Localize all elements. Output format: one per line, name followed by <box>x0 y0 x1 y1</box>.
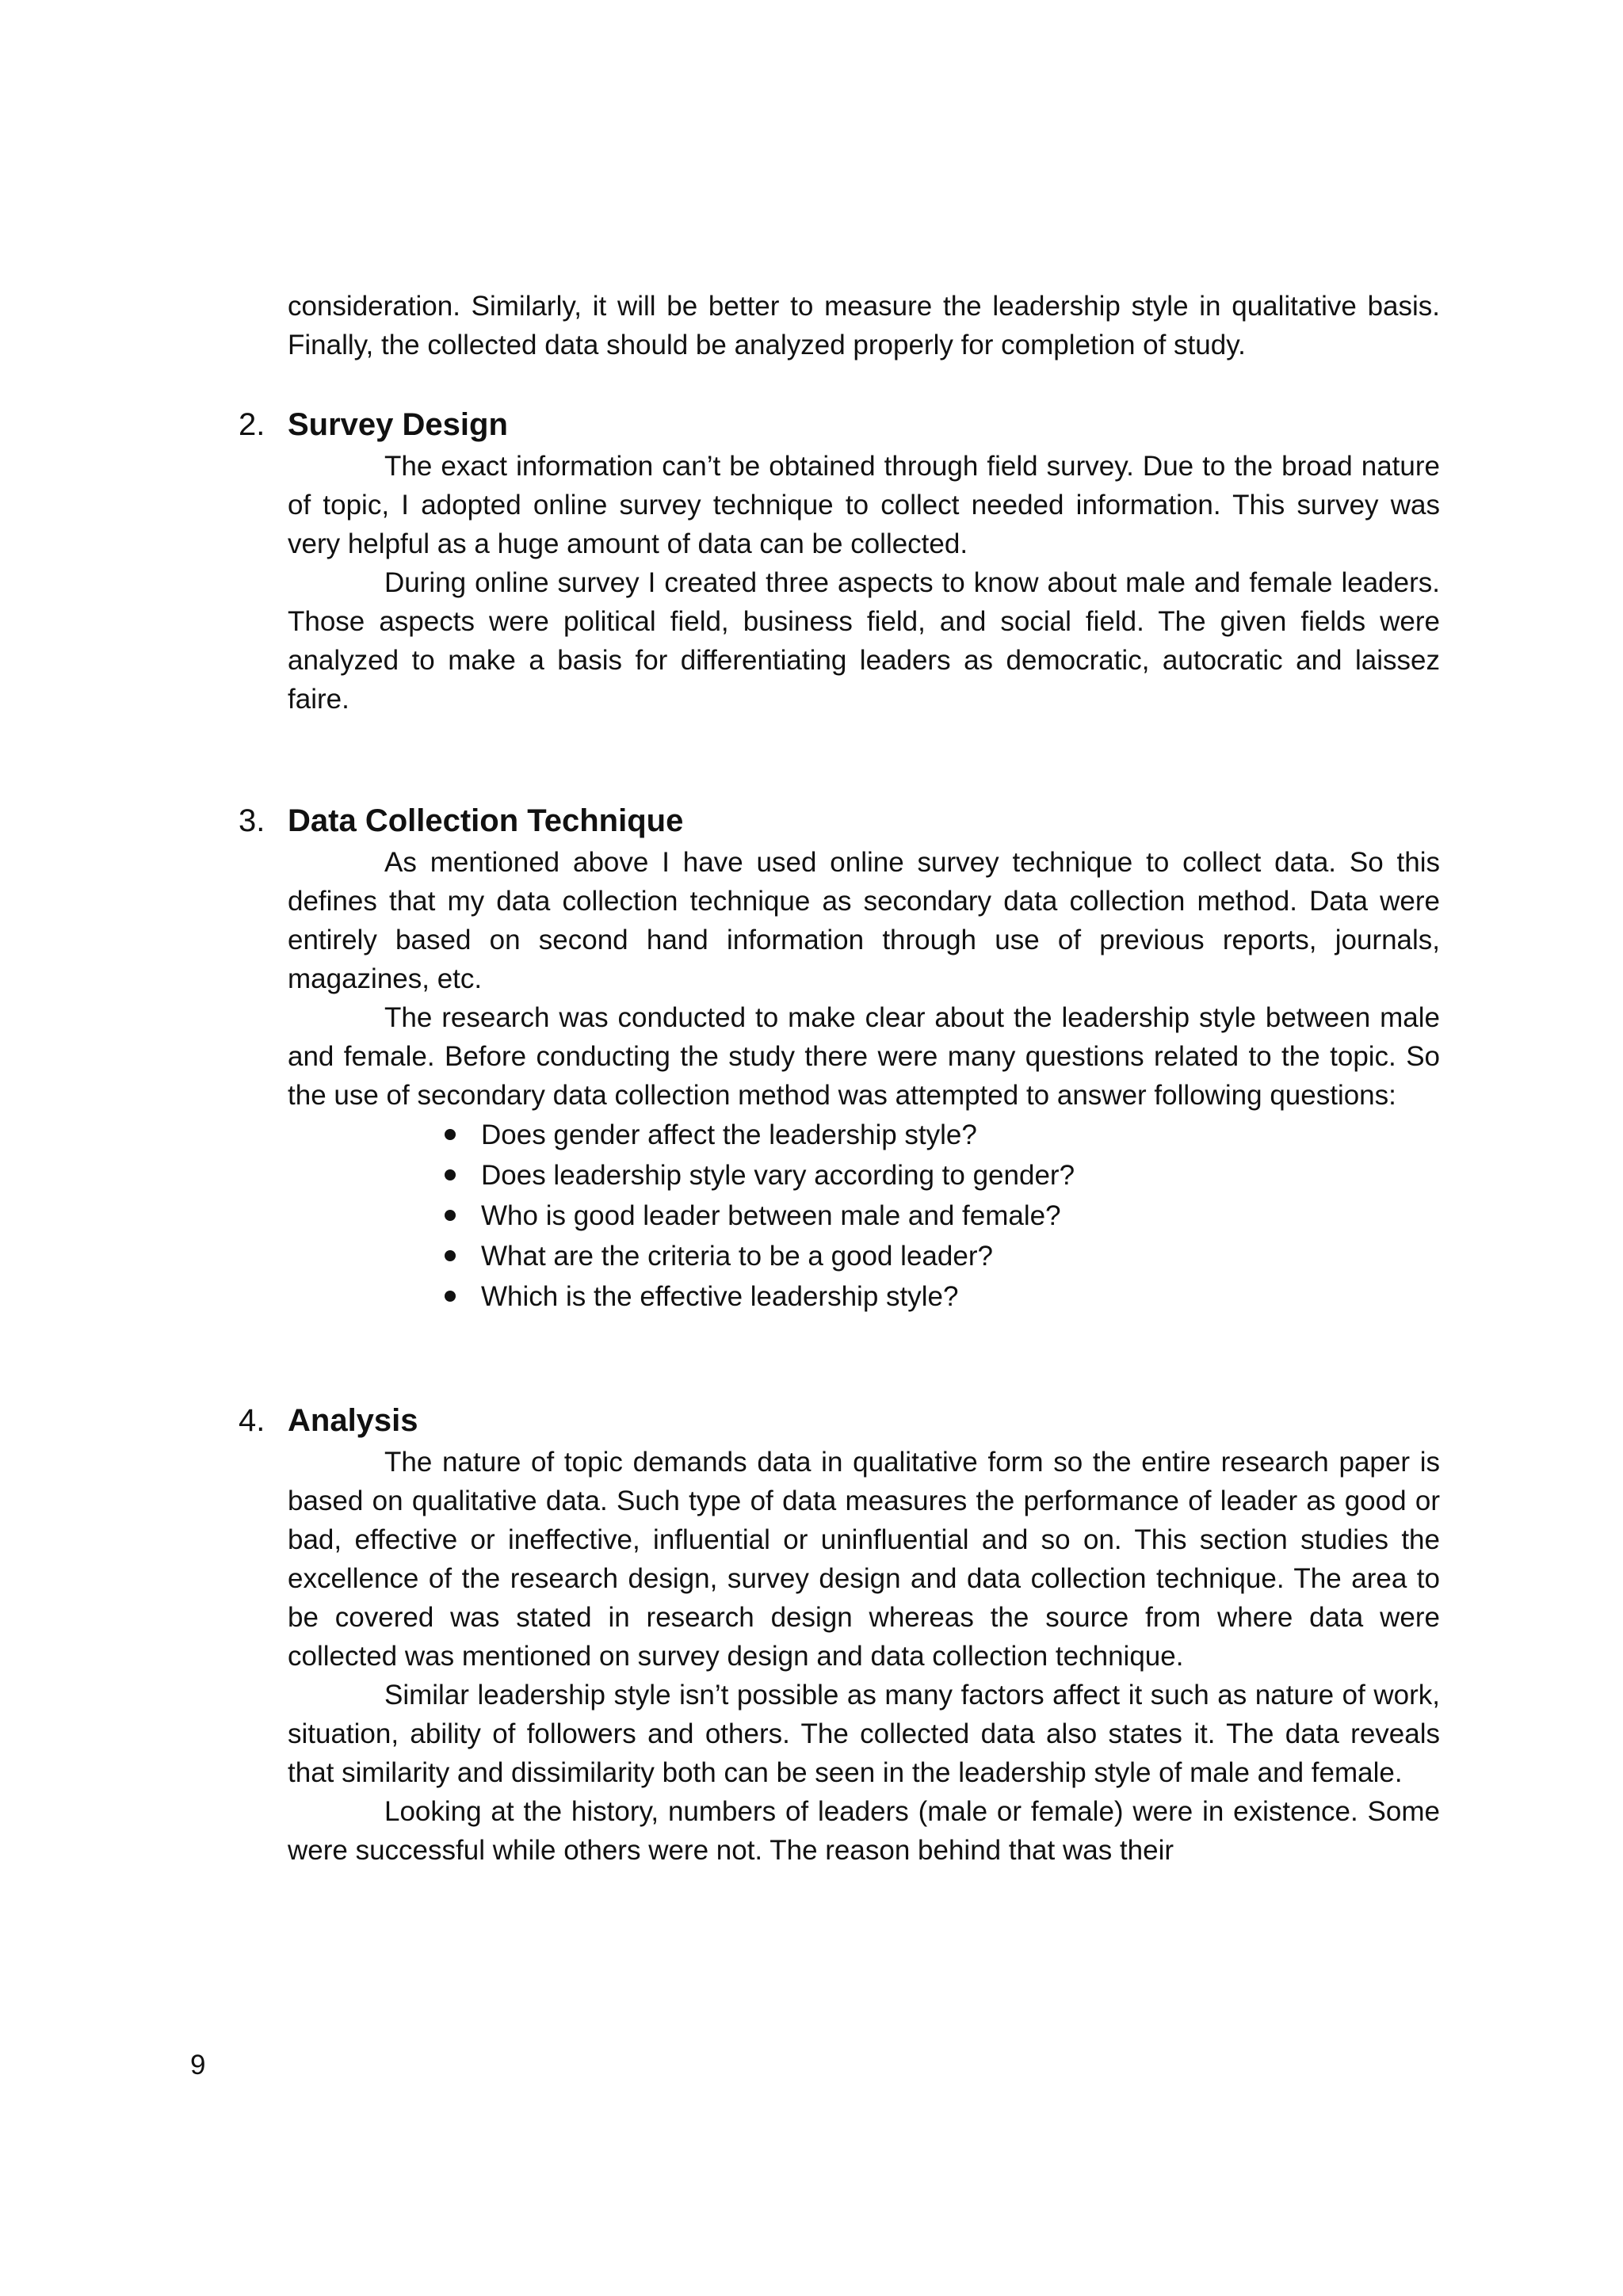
section-title: Data Collection Technique <box>288 803 684 838</box>
intro-paragraph: consideration. Similarly, it will be better to measure the leadership style in qualitative basis. Finally, the collected data should be analyzed properly for completion of study. <box>288 291 1440 360</box>
section-number: 4. <box>239 1403 265 1438</box>
list-item <box>481 1236 1440 1276</box>
list-item <box>481 1276 1440 1317</box>
section-number: 3. <box>239 803 265 838</box>
section-title: Analysis <box>288 1403 418 1438</box>
page-content <box>239 287 1440 1870</box>
paragraph: Similar leadership style isn’t possible as many factors affect it such as nature of work, situation, ability of followers and others. The collected data also states it. The data reveals that similarity and dissimilarity both can be seen in the leadership style of male and female. <box>288 1680 1440 1788</box>
list-item-text: Which is the effective leadership style? <box>481 1281 959 1312</box>
list-item <box>481 1196 1440 1236</box>
bullet-icon <box>445 1210 456 1221</box>
list-item-text: Who is good leader between male and female? <box>481 1200 1061 1231</box>
list-item <box>481 1155 1440 1196</box>
paragraph: The exact information can’t be obtained through field survey. Due to the broad nature of topic, I adopted online survey technique to collect needed information. This survey was very helpful as a huge amount of data can be collected. <box>288 451 1440 559</box>
section-heading <box>239 799 1440 843</box>
section-number: 2. <box>239 407 265 442</box>
paragraph: As mentioned above I have used online survey technique to collect data. So this defines that my data collection technique as secondary data collection method. Data were entirely based on second hand information through use of previous reports, journals, magazines, etc. <box>288 847 1440 994</box>
bullet-icon <box>445 1129 456 1140</box>
question-list <box>288 1115 1440 1317</box>
paragraph: The nature of topic demands data in qualitative form so the entire research paper is based on qualitative data. Such type of data measures the performance of leader as good or bad, effective or ineffective, influential or uninfluential and so on. This section studies the excellence of the research design, survey design and data collection technique. The area to be covered was stated in research design whereas the source from where data were collected was mentioned on survey design and data collection technique. <box>288 1447 1440 1672</box>
paragraph: Looking at the history, numbers of leaders (male or female) were in existence. Some were successful while others were not. The reason behind that was their <box>288 1796 1440 1866</box>
list-item-text: What are the criteria to be a good leader? <box>481 1241 993 1272</box>
page-number: 9 <box>190 2050 206 2081</box>
list-item <box>481 1115 1440 1155</box>
section-analysis <box>239 1398 1440 1870</box>
list-item-text: Does gender affect the leadership style? <box>481 1119 977 1150</box>
section-heading <box>239 1398 1440 1443</box>
bullet-icon <box>445 1250 456 1261</box>
section-title: Survey Design <box>288 407 508 442</box>
list-item-text: Does leadership style vary according to gender? <box>481 1160 1075 1191</box>
section-heading <box>239 402 1440 447</box>
bullet-icon <box>445 1169 456 1180</box>
section-data-collection-technique <box>239 799 1440 1317</box>
paragraph: The research was conducted to make clear about the leadership style between male and female. Before conducting the study there were many questions related to the topic. So the use of secondary data collection method was attempted to answer following questions: <box>288 1002 1440 1111</box>
bullet-icon <box>445 1291 456 1302</box>
paragraph: During online survey I created three aspects to know about male and female leaders. Those aspects were political field, business field, and social field. The given fields were analyzed to make a basis for differentiating leaders as democratic, autocratic and laissez faire. <box>288 567 1440 715</box>
section-survey-design <box>239 402 1440 719</box>
